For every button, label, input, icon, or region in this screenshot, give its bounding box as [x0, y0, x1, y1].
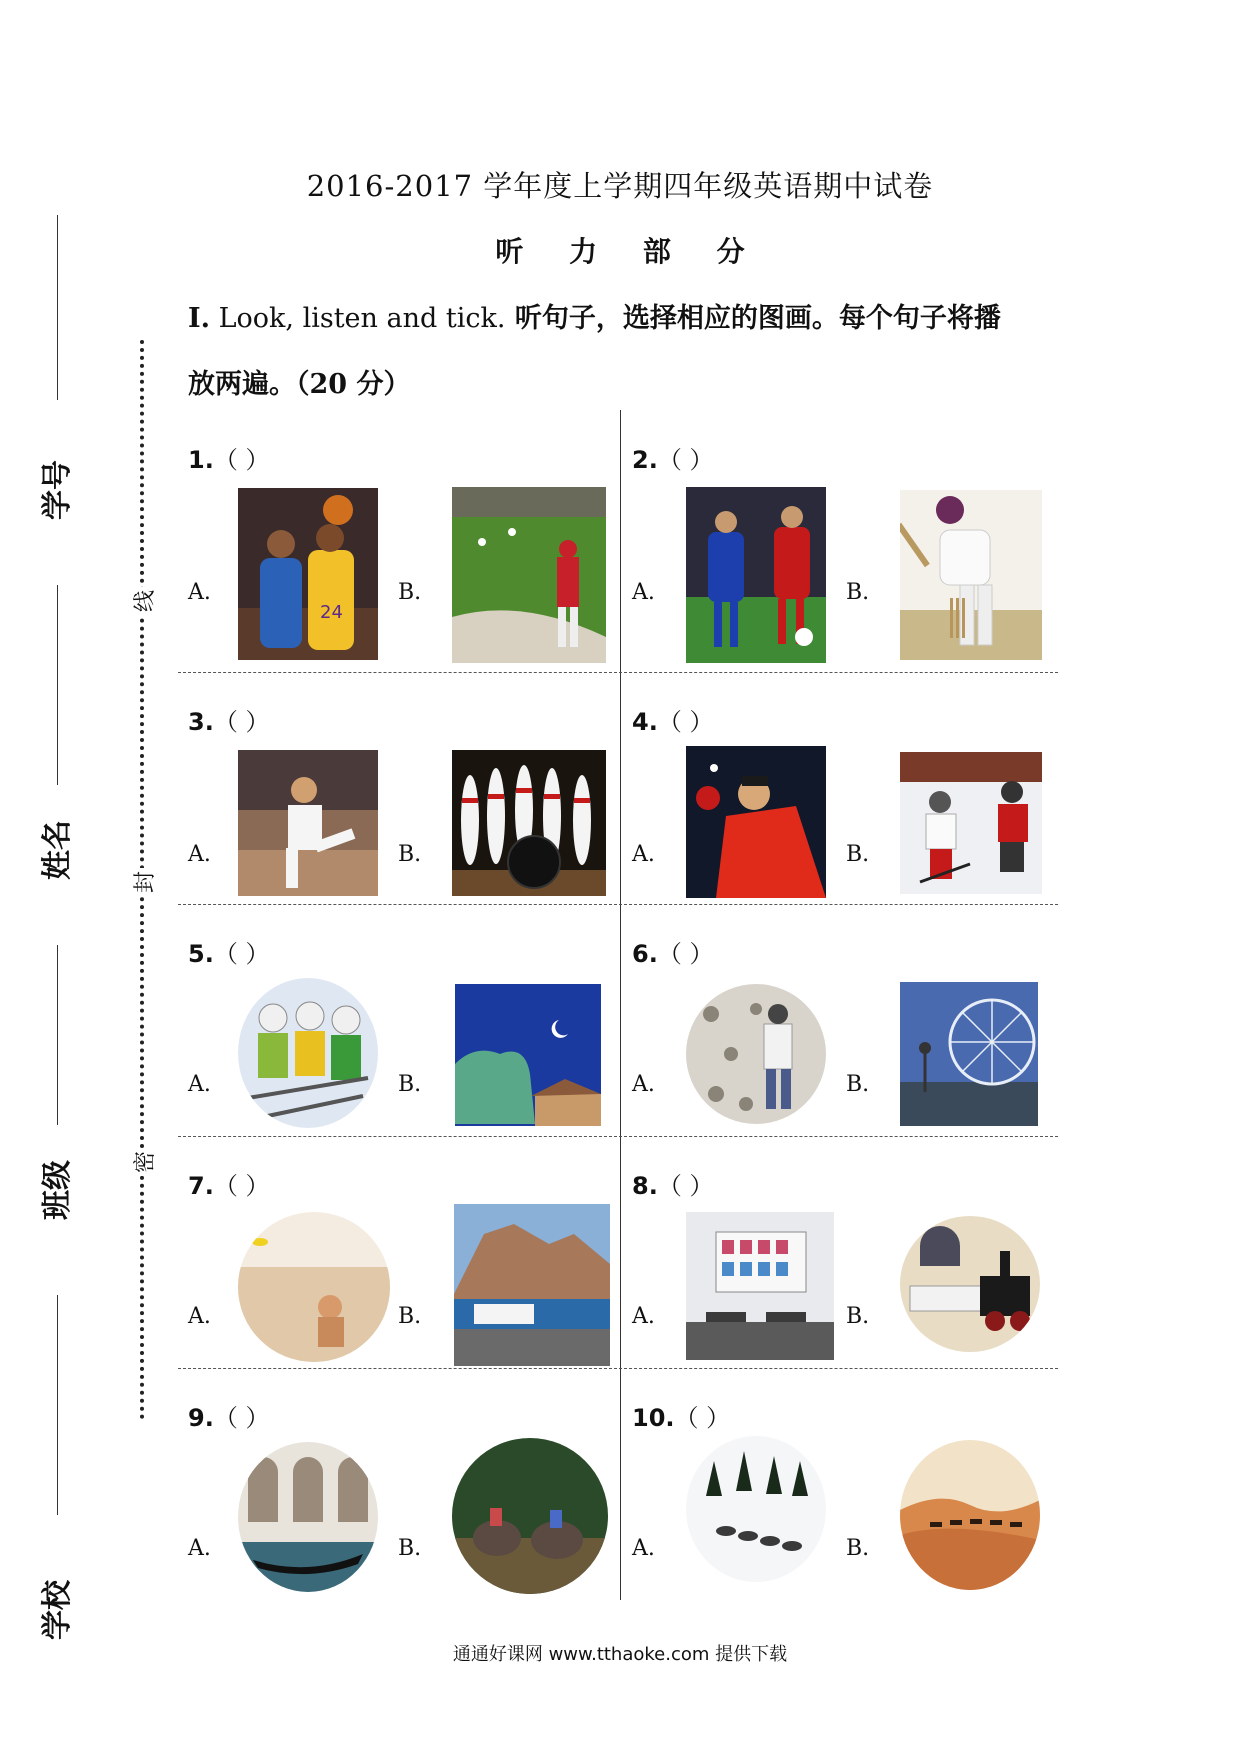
label-class: 班级: [40, 1160, 75, 1220]
answer-blank[interactable]: （ ）: [213, 1172, 270, 1200]
option-b-label: B.: [398, 1536, 422, 1561]
rock-climbing-photo[interactable]: [686, 984, 826, 1124]
option-b-label: B.: [846, 1536, 870, 1561]
venice-gondola-photo[interactable]: [238, 1442, 378, 1592]
seal-char-feng: 封: [132, 868, 160, 896]
basketball-players-photo[interactable]: [238, 488, 378, 660]
taekwondo-kid-photo[interactable]: [238, 750, 378, 896]
table-tennis-player-photo[interactable]: [686, 746, 826, 898]
mountain-town-photo[interactable]: [454, 1204, 610, 1366]
option-b-label: B.: [846, 1304, 870, 1329]
option-a-label: A.: [188, 1072, 211, 1097]
answer-blank[interactable]: （ ）: [213, 940, 270, 968]
svg-text:24: 24: [320, 602, 343, 623]
option-b-label: B.: [846, 580, 870, 605]
option-a-label: A.: [632, 1072, 655, 1097]
answer-blank[interactable]: （ ）: [657, 446, 714, 474]
answer-blank[interactable]: （ ）: [213, 446, 270, 474]
answer-blank[interactable]: （ ）: [213, 1404, 270, 1432]
option-b-label: B.: [846, 1072, 870, 1097]
classroom-photo[interactable]: [686, 1212, 834, 1360]
skiers-photo[interactable]: [238, 978, 378, 1128]
binding-line-class: [57, 945, 58, 1125]
option-b-label: B.: [398, 1072, 422, 1097]
seal-char-mi: 密: [132, 1148, 160, 1176]
question-number: 4.: [632, 708, 658, 736]
binding-line-name: [57, 585, 58, 785]
answer-blank[interactable]: （ ）: [657, 708, 714, 736]
ice-hockey-photo[interactable]: [900, 752, 1042, 894]
question-number: 6.: [632, 940, 658, 968]
option-a-label: A.: [632, 842, 655, 867]
footer-source: 通通好课网 www.tthaoke.com 提供下载: [452, 1644, 788, 1665]
exam-subtitle: 听 力 部 分: [495, 235, 763, 268]
column-divider: [620, 410, 621, 1600]
question-number: 2.: [632, 446, 658, 474]
train-museum-photo[interactable]: [900, 1216, 1040, 1352]
cricket-batsman-photo[interactable]: [900, 490, 1042, 660]
label-name: 姓名: [40, 820, 75, 880]
seal-char-xian: 线: [132, 587, 160, 615]
question-number: 1.: [188, 446, 214, 474]
bowling-pins-photo[interactable]: [452, 750, 606, 896]
soccer-players-photo[interactable]: [686, 487, 826, 663]
option-b-label: B.: [398, 580, 422, 605]
question-number: 8.: [632, 1172, 658, 1200]
baseball-field-photo[interactable]: [452, 487, 606, 663]
row-divider-1: [178, 672, 1058, 673]
section-heading-zh: 听句子，选择相应的图画。每个句子将播: [505, 303, 1001, 334]
section-number: I.: [188, 303, 211, 334]
label-student-id: 学号: [40, 460, 75, 520]
binding-line-school: [57, 1295, 58, 1515]
question-number: 5.: [188, 940, 214, 968]
answer-blank[interactable]: （ ）: [657, 940, 714, 968]
option-b-label: B.: [846, 842, 870, 867]
question-number: 9.: [188, 1404, 214, 1432]
desert-camels-photo[interactable]: [900, 1440, 1040, 1590]
option-b-label: B.: [398, 842, 422, 867]
section-heading-en: Look, listen and tick.: [210, 303, 506, 334]
option-a-label: A.: [188, 580, 211, 605]
option-a-label: A.: [632, 580, 655, 605]
answer-blank[interactable]: （ ）: [657, 1172, 714, 1200]
option-a-label: A.: [632, 1304, 655, 1329]
option-a-label: A.: [188, 1304, 211, 1329]
question-number: 3.: [188, 708, 214, 736]
label-school: 学校: [40, 1580, 75, 1640]
dog-sled-photo[interactable]: [686, 1436, 826, 1582]
option-a-label: A.: [632, 1536, 655, 1561]
answer-blank[interactable]: （ ）: [213, 708, 270, 736]
ferris-wheel-photo[interactable]: [900, 982, 1038, 1126]
option-a-label: A.: [188, 1536, 211, 1561]
night-moon-picture[interactable]: [455, 984, 601, 1126]
question-number: 10.: [632, 1404, 675, 1432]
elephant-ride-photo[interactable]: [452, 1438, 608, 1594]
option-a-label: A.: [188, 842, 211, 867]
answer-blank[interactable]: （ ）: [674, 1404, 731, 1432]
exam-title: 2016-2017 学年度上学期四年级英语期中试卷: [306, 169, 934, 203]
section-heading: [188, 296, 1088, 335]
beach-photo[interactable]: [238, 1212, 390, 1362]
question-number: 7.: [188, 1172, 214, 1200]
option-b-label: B.: [398, 1304, 422, 1329]
section-heading-line2: 放两遍。（20 分）: [188, 369, 411, 400]
